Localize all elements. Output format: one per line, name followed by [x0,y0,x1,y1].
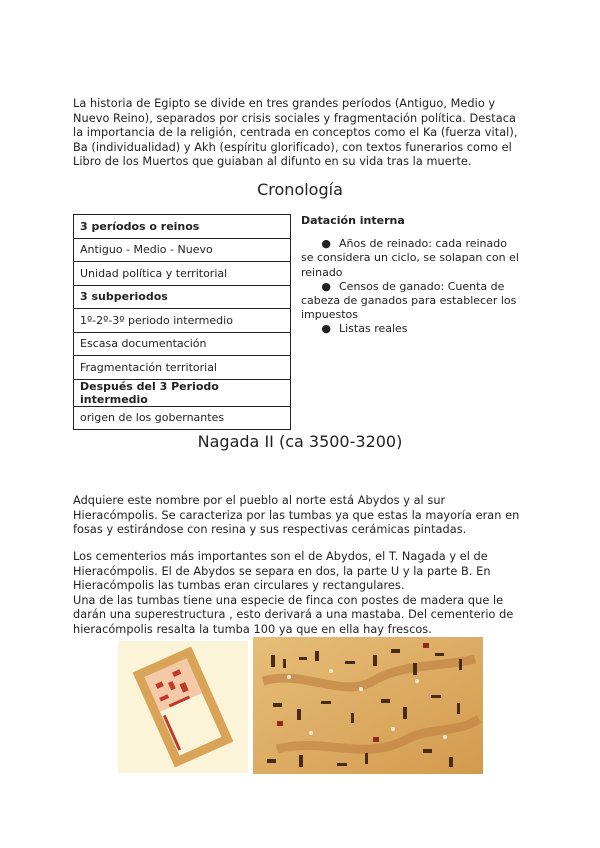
table-row [74,309,291,333]
bullet-icon: ● [321,322,331,336]
table-cell: Después del 3 Periodo intermedio [74,379,291,406]
datacion-title: Datación interna [301,214,405,227]
table-row [74,332,291,356]
datacion-section [301,214,521,337]
list-item-text: Años de reinado: cada reinado se considera un ciclo, se solapan con el reinado [301,237,519,279]
list-item [301,237,521,280]
tomb-plan-image [118,641,248,773]
nagada-paragraph-1: Adquiere este nombre por el pueblo al norte está Abydos y al sur Hieracómpolis. Se caracteriza por las tumbas ya que estas la mayoría eran en fosas y estirándose con resina y sus respectivas cerámicas pintadas. [73,494,520,537]
list-item [301,322,521,336]
table-row [74,238,291,262]
bullet-icon: ● [321,279,331,293]
cronologia-title: Cronología [257,180,343,199]
list-item-text: Listas reales [339,322,408,336]
cronologia-table [73,214,291,430]
list-item [301,280,521,323]
table-cell: 3 subperiodos [74,285,291,309]
table-cell: Antiguo - Medio - Nuevo [74,238,291,262]
nagada-paragraph-2 [73,550,529,638]
fresco-drawing [253,637,483,774]
table-cell: Fragmentación territorial [74,356,291,380]
list-item-text: Censos de ganado: Cuenta de cabeza de ganados para establecer los impuestos [301,279,517,322]
table-cell: Escasa documentación [74,332,291,356]
table-row [74,262,291,286]
table-row [74,356,291,380]
nagada-paragraph-3: Una de las tumbas tiene una especie de finca con postes de madera que le darán una superestructura , esto derivará a una mastaba. Del cementerio de hieracómpolis resalta la tumba 100 ya que en ella hay frescos. [73,593,514,636]
nagada-paragraph-2a: Los cementerios más importantes son el de Abydos, el T. Nagada y el de Hieracómpolis. El de Abydos se separa en dos, la parte U y la parte B. En Hieracómpolis las tumbas eran circulares y rectangulares. [73,550,491,593]
tomb-plan-drawing [118,641,248,773]
table-row [74,406,291,430]
bullet-icon: ● [321,237,331,251]
table-row [74,285,291,309]
table-row [74,379,291,406]
datacion-list [301,237,521,336]
table-cell: 1º-2º-3º periodo intermedio [74,309,291,333]
table-cell: origen de los gobernantes [74,406,291,430]
tomb-100-fresco-image [253,637,483,774]
table-cell: 3 períodos o reinos [74,215,291,239]
nagada-title: Nagada II (ca 3500-3200) [197,432,403,451]
table-cell: Unidad política y territorial [74,262,291,286]
intro-paragraph: La historia de Egipto se divide en tres grandes períodos (Antiguo, Medio y Nuevo Reino), separados por crisis sociales y fragmentación política. Destaca la importancia de la religión, centrada en conceptos como el Ka (fuerza vital), Ba (individualidad) y Akh (espíritu glorificado), con textos funerarios como el Libro de los Muertos que guiaban al difunto en su vida tras la muerte. [73,97,518,169]
table-row [74,215,291,239]
